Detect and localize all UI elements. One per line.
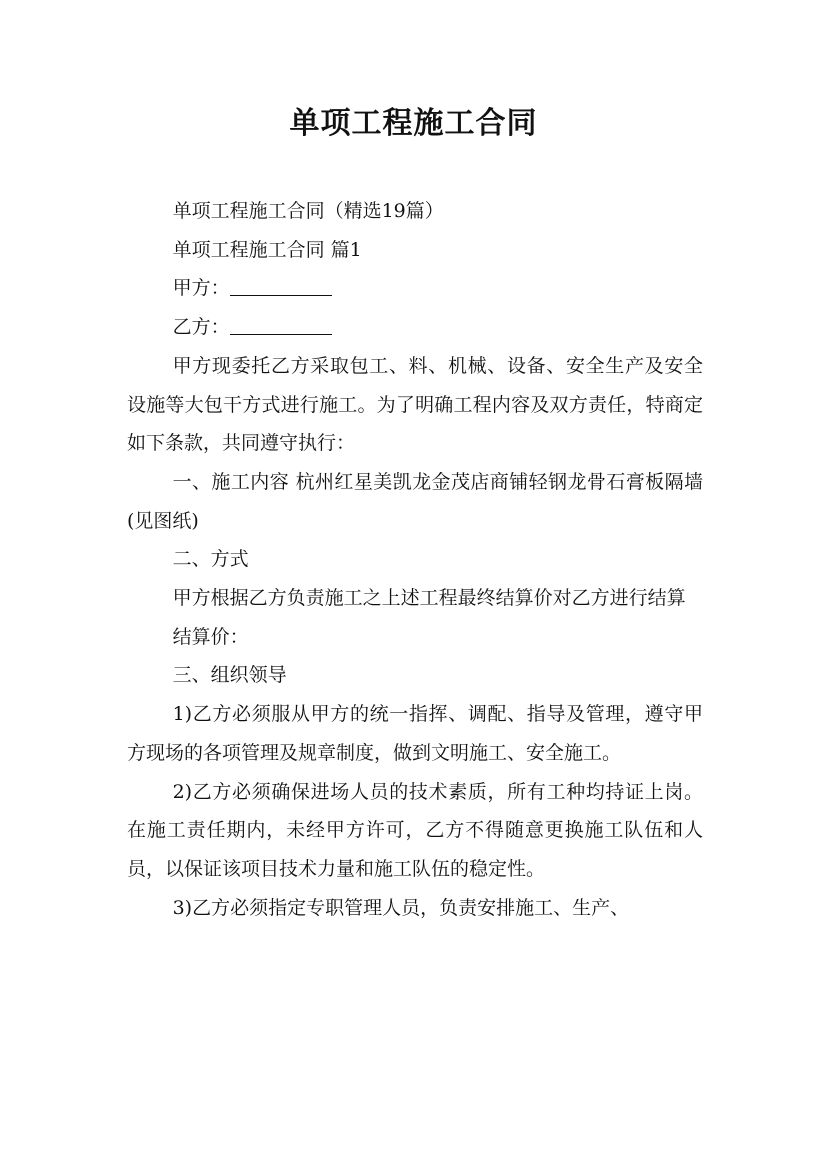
paragraph-section-heading: 单项工程施工合同 篇1: [172, 238, 362, 261]
paragraph-item-3: 3)乙方必须指定专职管理人员，负责安排施工、生产、: [172, 896, 630, 919]
document-body: [127, 192, 703, 927]
paragraph-intro: 甲方现委托乙方采取包工、料、机械、设备、安全生产及安全设施等大包干方式进行施工。为了明确工程内容及双方责任，特商定如下条款，共同遵守执行：: [127, 354, 703, 455]
party-b-line: [127, 308, 703, 347]
party-a-line: [127, 269, 703, 308]
party-a-blank: [230, 273, 332, 296]
paragraph-clause-3: 三、组织领导: [172, 664, 287, 687]
party-a-label: 甲方：: [172, 277, 230, 300]
paragraph-clause-2: 二、方式: [172, 548, 249, 571]
paragraph-item-2: 2)乙方必须确保进场人员的技术素质，所有工种均持证上岗。在施工责任期内，未经甲方许可，乙方不得随意更换施工队伍和人员，以保证该项目技术力量和施工队伍的稳定性。: [127, 780, 703, 880]
paragraph-clause-1: 一、施工内容 杭州红星美凯龙金茂店商铺轻钢龙骨石膏板隔墙(见图纸): [127, 470, 703, 532]
paragraph-settlement: 甲方根据乙方负责施工之上述工程最终结算价对乙方进行结算: [172, 587, 686, 610]
paragraph-subtitle: 单项工程施工合同（精选19篇）: [172, 200, 444, 222]
paragraph-item-1: 1)乙方必须服从甲方的统一指挥、调配、指导及管理，遵守甲方现场的各项管理及规章制度，做到文明施工、安全施工。: [127, 703, 703, 764]
party-b-blank: [230, 312, 332, 335]
paragraph-settlement-price: 结算价：: [172, 625, 249, 648]
document-title: 单项工程施工合同: [289, 106, 538, 141]
party-b-label: 乙方：: [172, 316, 230, 339]
